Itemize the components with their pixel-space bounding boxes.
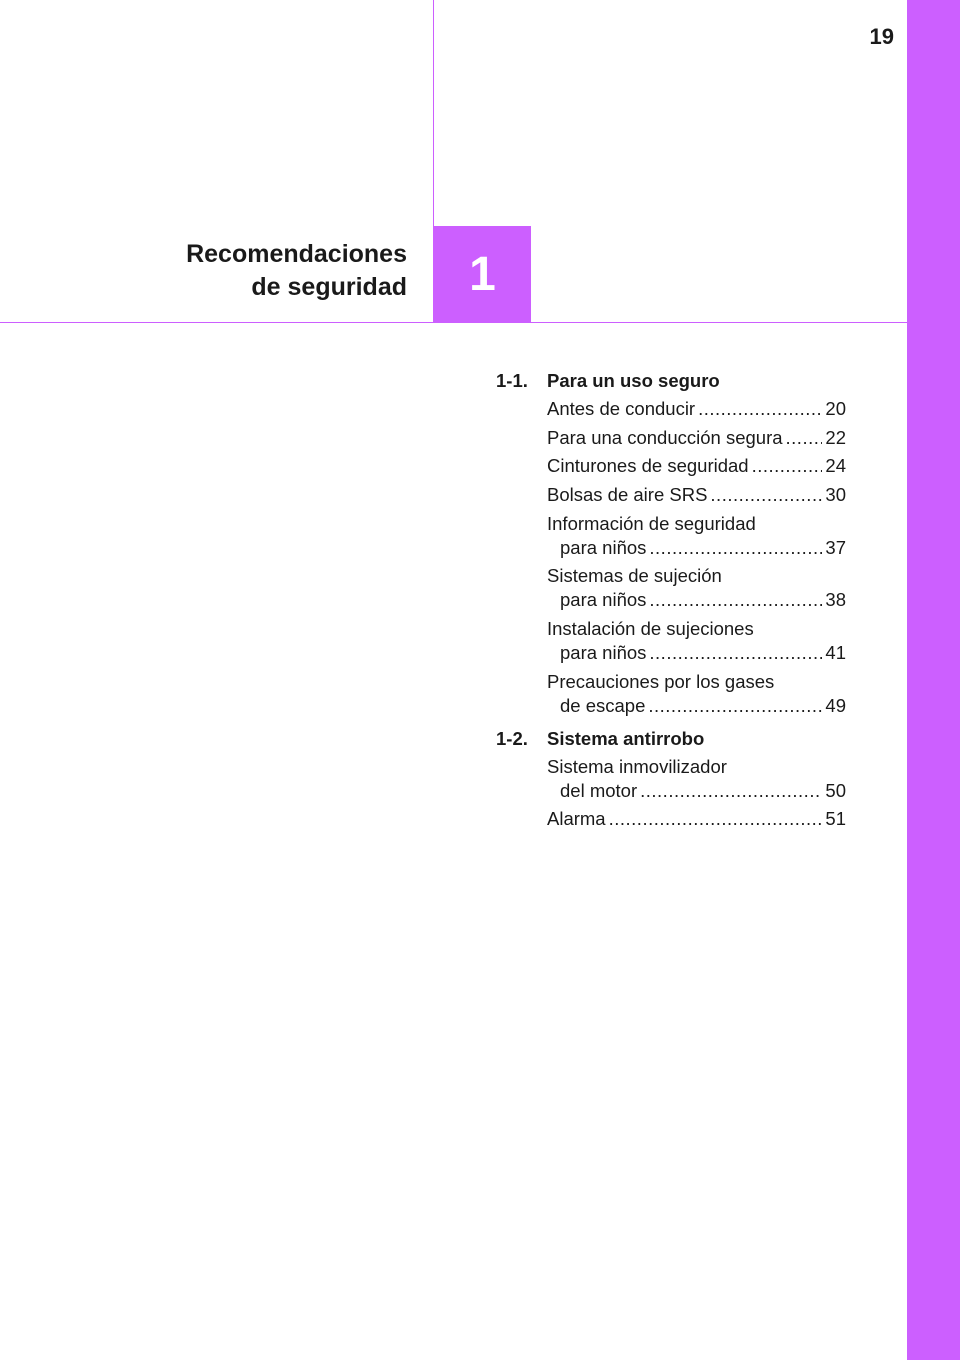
toc-leader-dots — [786, 426, 823, 450]
toc-leader-dots — [649, 641, 822, 665]
toc-leader-dots — [710, 483, 822, 507]
toc-section-title: Para un uso seguro — [547, 370, 720, 391]
toc-entry-label: Cinturones de seguridad — [547, 455, 749, 477]
toc-leader-dots — [752, 454, 823, 478]
toc-entry-label-line1: Precauciones por los gases — [547, 670, 775, 692]
toc-entry-page: 37 — [825, 536, 846, 558]
toc-entry-page: 20 — [825, 398, 846, 419]
toc-entry-page: 49 — [825, 694, 846, 716]
toc-section-title: Sistema antirrobo — [547, 727, 705, 749]
side-tab-bar — [907, 0, 960, 1360]
toc-entry-page: 51 — [825, 808, 846, 830]
toc-entry-label-line1: Información de seguridad — [547, 512, 756, 534]
toc-entry-label: para niños — [560, 642, 647, 664]
toc-entry[interactable] — [496, 454, 846, 478]
toc-entry[interactable] — [496, 483, 846, 507]
toc-entry[interactable] — [496, 617, 846, 665]
toc-entry-page: 30 — [825, 484, 846, 506]
toc-entry-label: para niños — [560, 589, 647, 611]
toc-leader-dots — [649, 536, 822, 560]
chapter-title-line1: Recomendaciones — [186, 240, 407, 268]
toc-entry-page: 50 — [825, 779, 846, 801]
toc-entry-page: 24 — [825, 455, 846, 477]
toc-entry-page: 41 — [825, 642, 846, 664]
toc-leader-dots — [640, 779, 822, 803]
chapter-number: 1 — [469, 248, 496, 301]
toc-entry-label: del motor — [560, 779, 638, 801]
page-number: 19 — [869, 24, 894, 49]
toc-entry[interactable] — [496, 755, 846, 803]
toc-leader-dots — [649, 588, 822, 612]
toc-entry-label: Para una conducción segura — [547, 426, 783, 448]
toc-entry[interactable] — [496, 397, 846, 421]
toc-leader-dots — [609, 807, 823, 831]
table-of-contents — [496, 369, 846, 836]
toc-entry[interactable] — [496, 807, 846, 831]
toc-entry-label: Antes de conducir — [547, 398, 696, 419]
toc-entry-label: para niños — [560, 536, 647, 558]
toc-entry-label: de escape — [560, 694, 646, 716]
toc-entry-page: 22 — [825, 426, 846, 448]
toc-entry[interactable] — [496, 426, 846, 450]
toc-entry[interactable] — [496, 670, 846, 718]
toc-section-number: 1-2. — [496, 727, 528, 749]
toc-entry-page: 38 — [825, 589, 846, 611]
toc-entry-label-line1: Instalación de sujeciones — [547, 618, 754, 640]
chapter-title-line2: de seguridad — [251, 273, 407, 301]
chapter-title — [186, 238, 407, 304]
toc-section-number: 1-1. — [496, 370, 528, 391]
toc-entry-label: Bolsas de aire SRS — [547, 484, 708, 506]
toc-entry[interactable] — [496, 564, 846, 612]
toc-section-heading[interactable] — [496, 727, 846, 751]
toc-entry-label-line1: Sistema inmovilizador — [547, 755, 727, 777]
toc-leader-dots — [648, 694, 822, 718]
toc-entry-label-line1: Sistemas de sujeción — [547, 565, 722, 587]
chapter-number-box — [434, 226, 531, 323]
toc-entry[interactable] — [496, 512, 846, 560]
toc-entry-label: Alarma — [547, 808, 606, 830]
toc-section-heading[interactable] — [496, 369, 846, 393]
toc-leader-dots — [698, 397, 822, 421]
